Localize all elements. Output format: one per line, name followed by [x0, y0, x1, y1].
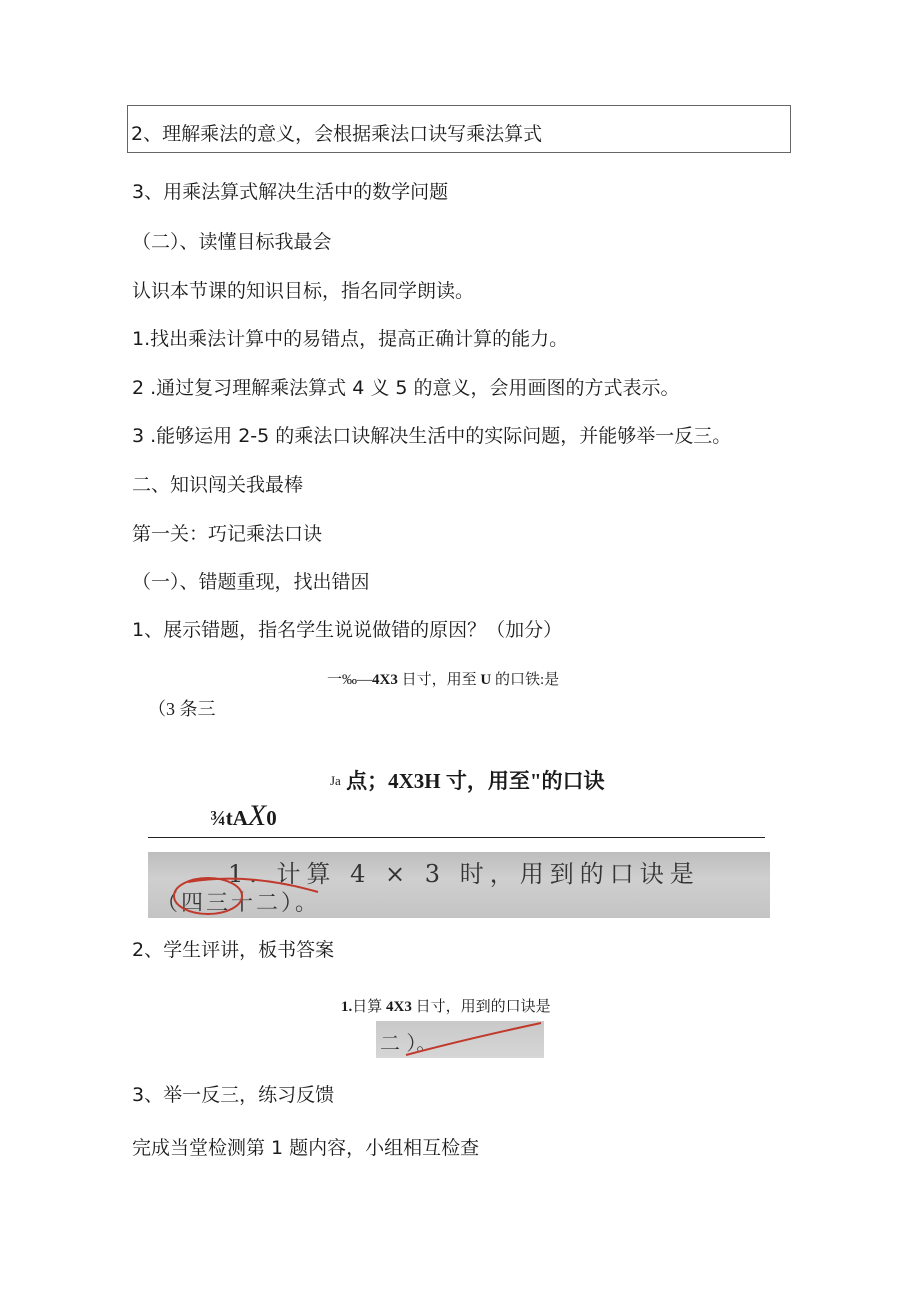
caption-4-part: 0 — [266, 806, 277, 830]
caption-3-part: 点； — [340, 769, 389, 793]
red-check-stroke — [376, 1021, 544, 1058]
caption-1-part: 日寸，用至 — [397, 672, 481, 688]
caption-4-part: ¾tA — [210, 806, 248, 830]
caption-5-part: 日算 — [352, 999, 387, 1015]
caption-5-part: 日寸，用到的口诀是 — [411, 999, 551, 1015]
divider-line — [148, 837, 765, 838]
photo-2-answer: 二 ）。 — [380, 1031, 437, 1055]
objective-3-text: 3、用乘法算式解决生活中的数学问题 — [132, 181, 449, 203]
ocr-caption-1 — [327, 670, 559, 690]
ocr-caption-3 — [330, 768, 605, 794]
goal-1-text: 1.找出乘法计算中的易错点，提高正确计算的能力。 — [132, 328, 569, 350]
caption-3-expr: 4X3H — [388, 769, 441, 793]
step-3-text: 3、举一反三，练习反馈 — [132, 1084, 335, 1106]
caption-1-part: 一‰— — [327, 672, 373, 688]
objective-2-text: 2、理解乘法的意义，会根据乘法口诀写乘法算式 — [131, 123, 543, 145]
photo-1-answer: （四三十二）。 — [156, 891, 321, 916]
caption-1-expr: 4X3 — [372, 672, 398, 688]
caption-3-part: 寸，用至"的口诀 — [440, 769, 605, 793]
section-heading-read-goals: （二）、读懂目标我最会 — [132, 231, 332, 253]
photo-1-question: 1. 计算 4 × 3 时，用到的口诀是 — [228, 860, 700, 888]
ocr-caption-2: （3 条三 — [148, 699, 216, 719]
step-2-text: 2、学生评讲，板书答案 — [132, 939, 335, 961]
subsection-level-1: 第一关：巧记乘法口诀 — [132, 523, 323, 545]
goal-3-text: 3 .能够运用 2-5 的乘法口诀解决生活中的实际问题，并能够举一反三。 — [132, 425, 732, 447]
worksheet-photo-wrong-answer — [148, 852, 770, 918]
caption-1-part: 的口铁:是 — [491, 672, 560, 688]
subsection-error-review: （一）、错题重现，找出错因 — [132, 571, 370, 593]
step-1-text: 1、展示错题，指名学生说说做错的原因？（加分） — [132, 619, 563, 641]
goal-2-text: 2 .通过复习理解乘法算式 4 义 5 的意义，会用画图的方式表示。 — [132, 377, 680, 399]
ocr-caption-5 — [341, 997, 551, 1017]
caption-1-part: U — [480, 672, 492, 688]
caption-4-mark: X — [247, 799, 267, 832]
practice-instruction: 完成当堂检测第 1 题内容，小组相互检查 — [132, 1137, 480, 1159]
red-correction-mark — [148, 852, 770, 918]
caption-5-expr: 4X3 — [386, 999, 412, 1015]
section-heading-knowledge: 二、知识闯关我最棒 — [132, 474, 304, 496]
caption-5-part: 1. — [341, 999, 353, 1015]
caption-3-part: Ja — [330, 773, 341, 788]
worksheet-photo-correct-answer — [376, 1021, 544, 1058]
boxed-objective — [127, 105, 791, 153]
ocr-caption-4 — [210, 799, 277, 832]
paragraph-intro: 认识本节课的知识目标，指名同学朗读。 — [132, 280, 475, 302]
